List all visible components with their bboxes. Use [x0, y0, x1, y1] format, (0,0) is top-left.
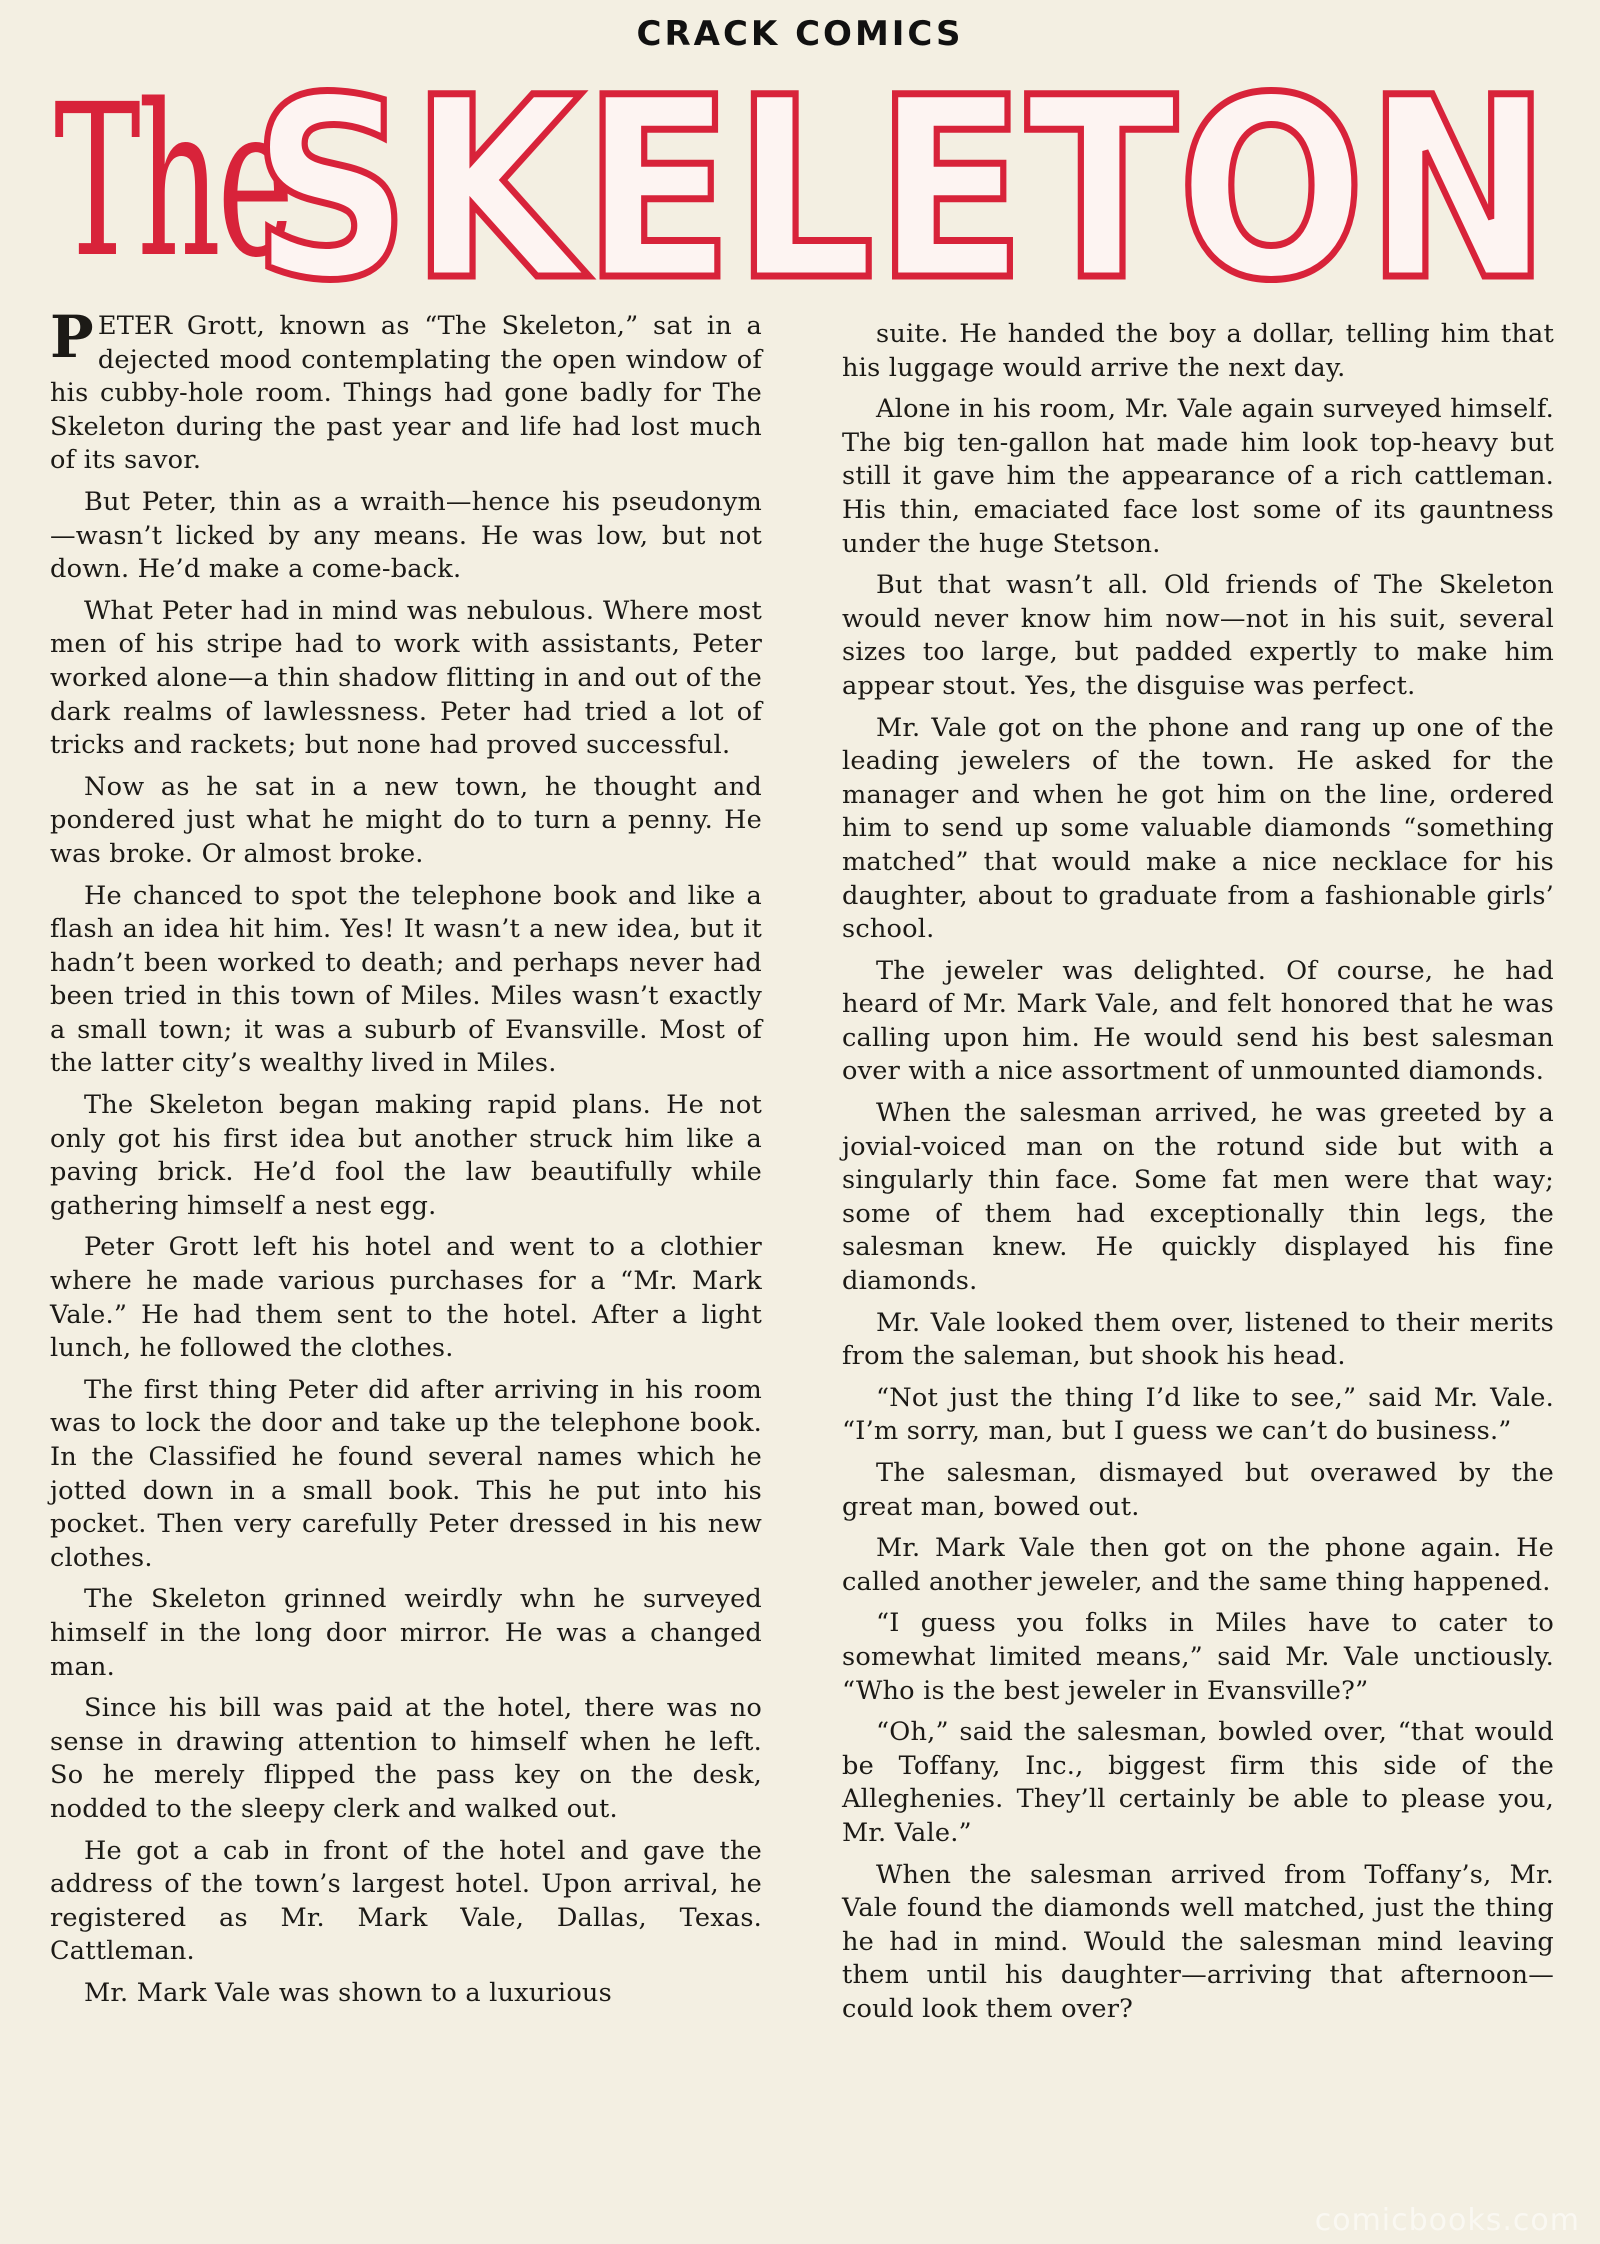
paragraph: “I guess you folks in Miles have to cater to somewhat limited means,” said Mr. Vale unctiously. “Who is the best jeweler in Evansville?” — [842, 1608, 1554, 1706]
paragraph: The Skeleton grinned weirdly whn he surveyed himself in the long door mirror. He was a changed man. — [50, 1584, 762, 1682]
paragraph: He got a cab in front of the hotel and gave the address of the town’s largest hotel. Upon arrival, he registered as Mr. Mark Vale, Dallas, Texas. Cattleman. — [50, 1835, 762, 1967]
paragraph: The jeweler was delighted. Of course, he had heard of Mr. Mark Vale, and felt honored that he was calling upon him. He would send his best salesman over with a nice assortment of unmounted diamonds. — [842, 955, 1554, 1087]
paragraph: But Peter, thin as a wraith—hence his pseudonym—wasn’t licked by any means. He was low, but not down. He’d make a come-back. — [50, 486, 762, 585]
paragraph: Alone in his room, Mr. Vale again surveyed himself. The big ten-gallon hat made him look top-heavy but still it gave him the appearance of a rich cattleman. His thin, emaciated face lost some of its gauntness under the huge Stetson. — [842, 394, 1554, 559]
paragraph: When the salesman arrived, he was greeted by a jovial-voiced man on the rotund side but with a singularly thin face. Some fat men were that way; some of them had exceptionally thin legs, the salesman knew. He quickly displayed his fine diamonds. — [842, 1098, 1554, 1297]
paragraph: The salesman, dismayed but overawed by the great man, bowed out. — [842, 1458, 1554, 1522]
paragraph: Now as he sat in a new town, he thought and pondered just what he might do to turn a penny. He was broke. Or almost broke. — [50, 771, 762, 869]
paragraph: Mr. Vale looked them over, listened to their merits from the saleman, but shook his head. — [842, 1307, 1554, 1372]
paragraph: Peter Grott left his hotel and went to a clothier where he made various purchases for a “Mr. Mark Vale.” He had them sent to the hotel. After a light lunch, he followed the clothes. — [50, 1232, 762, 1364]
title-skeleton — [245, 64, 1557, 299]
paragraph: Mr. Mark Vale then got on the phone again. He called another jeweler, and the same thing happened. — [842, 1533, 1554, 1597]
drop-cap: P — [50, 303, 94, 371]
right-column — [842, 318, 1554, 2035]
bone-lettering — [245, 64, 1557, 299]
paragraph: He chanced to spot the telephone book and like a flash an idea hit him. Yes! It wasn’t a new idea, but it hadn’t been worked to death; and perhaps never had been tried in this town of Miles. Miles wasn’t exactly a small town; it was a suburb of Evansville. Most of the latter city’s wealthy lived in Miles. — [50, 880, 762, 1079]
site-watermark: comicbooks.com — [1314, 2203, 1580, 2238]
paragraph: Mr. Vale got on the phone and rang up one of the leading jewelers of the town. He asked for the manager and when he got him on the line, ordered him to send up some valuable diamonds “something matched” that would make a nice necklace for his daughter, about to graduate from a fashionable girls’ school. — [842, 712, 1554, 945]
paragraph: When the salesman arrived from Toffany’s, Mr. Vale found the diamonds well matched, just the thing he had in mind. Would the salesman mind leaving them until his daughter—arriving that afternoon—could look them over? — [842, 1859, 1554, 2024]
magazine-header: CRACK COMICS — [636, 14, 964, 54]
paragraph: “Oh,” said the salesman, bowled over, “that would be Toffany, Inc., biggest firm this side of the Alleghenies. They’ll certainly be able to please you, Mr. Vale.” — [842, 1717, 1554, 1848]
story-title — [40, 59, 1560, 304]
paragraph: The first thing Peter did after arriving in his room was to lock the door and take up the telephone book. In the Classified he found several names which he jotted down in a small book. This he put into his pocket. Then very carefully Peter dressed in his new clothes. — [50, 1374, 762, 1573]
paragraph: suite. He handed the boy a dollar, telling him that his luggage would arrive the next day. — [842, 319, 1554, 383]
paragraph: PETER Grott, known as “The Skeleton,” sat in a dejected mood contemplating the open window of his cubby-hole room. Things had gone badly for The Skeleton during the past year and life had lost much of its savor. — [50, 303, 762, 476]
left-column — [50, 303, 762, 2019]
paragraph: “Not just the thing I’d like to see,” said Mr. Vale. “I’m sorry, man, but I guess we can’t do business.” — [842, 1382, 1554, 1447]
paragraph: Since his bill was paid at the hotel, there was no sense in drawing attention to himself when he left. So he merely flipped the pass key on the desk, nodded to the sleepy clerk and walked out. — [50, 1693, 762, 1824]
paragraph: What Peter had in mind was nebulous. Where most men of his stripe had to work with assistants, Peter worked alone—a thin shadow flitting in and out of the dark realms of lawlessness. Peter had tried a lot of tricks and rackets; but none had proved successful. — [50, 595, 762, 761]
title-the: The — [54, 59, 291, 304]
title-skeleton-text: SKELETON — [251, 64, 1551, 299]
paragraph: But that wasn’t all. Old friends of The Skeleton would never know him now—not in his suit, several sizes too large, but padded expertly to make him appear stout. Yes, the disguise was perfect. — [842, 570, 1554, 701]
paragraph: The Skeleton began making rapid plans. He not only got his first idea but another struck him like a paving brick. He’d fool the law beautifully while gathering himself a nest egg. — [50, 1090, 762, 1221]
paragraph: Mr. Mark Vale was shown to a luxurious — [84, 1977, 612, 2008]
